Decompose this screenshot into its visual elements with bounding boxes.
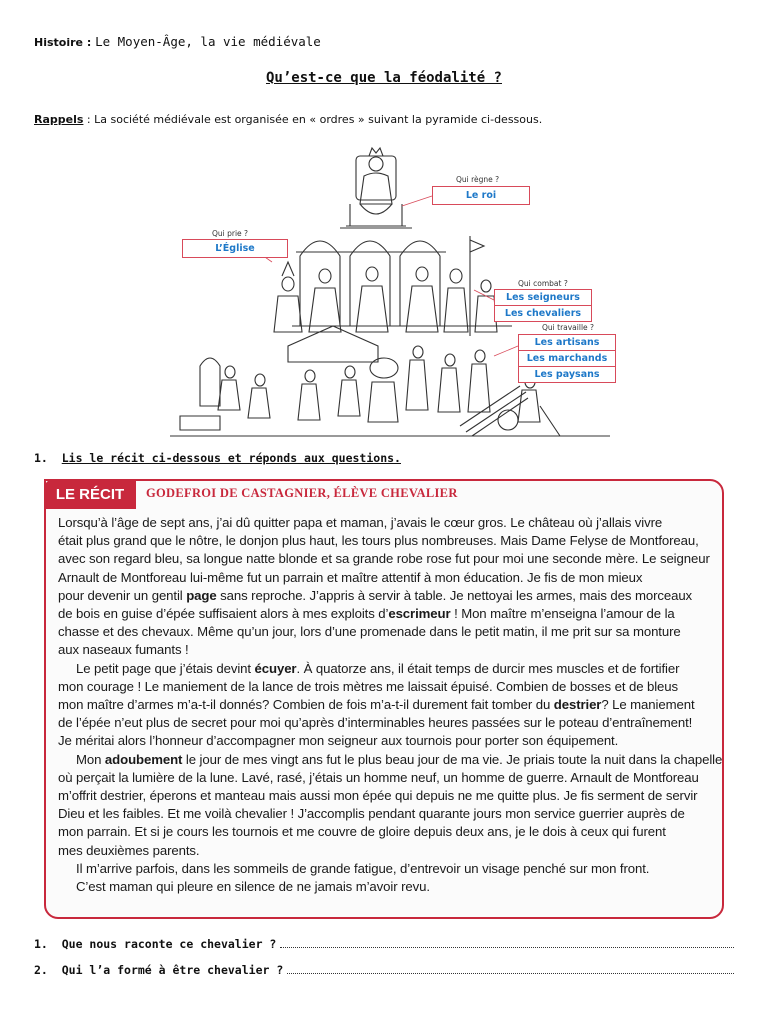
- recit-line-part: le jour de mes vingt ans fut le plus beau jour de ma vie. Je priais toute la nuit dans la chapelle: [182, 751, 723, 767]
- recit-line: m’offrit destrier, éperons et manteau mais aussi mon épée qui depuis ne me quitte plus. Je fis serment de servir: [58, 788, 698, 804]
- travaille-answer-box: [518, 334, 616, 383]
- travaille-question: Qui travaille ?: [542, 323, 595, 332]
- recit-line: [58, 605, 720, 623]
- question-text: Qui l’a formé à être chevalier ?: [61, 963, 284, 977]
- recit-line: de l’épée n’eut plus de secret pour moi qu’après d’interminables heures passées sur le poteau d’entraînement!: [58, 715, 693, 731]
- combat-answer-box: [494, 289, 592, 322]
- recit-line: [58, 587, 720, 605]
- topic-label: Le Moyen-Âge, la vie médiévale: [95, 34, 321, 49]
- recit-keyword: adoubement: [104, 751, 183, 767]
- recit-keyword: écuyer: [254, 660, 297, 676]
- recit-line-part: de bois en guise d’épée suffisaient alors à mes exploits d’: [58, 606, 389, 622]
- recit-line: Arnault de Montforeau lui-même fut un parrain et maître attentif à mon éducation. Je fis de mon mieux: [58, 569, 643, 585]
- recit-line: aux naseaux fumants !: [58, 642, 189, 658]
- recit-line-part: Mon: [76, 751, 105, 767]
- recit-line: mon courage ! Le maniement de la lance de trois mètres me laissait épuisé. Combien de bosses et de bleus: [58, 678, 679, 694]
- rappels: [34, 113, 542, 126]
- recit-line: Lorsqu’à l’âge de sept ans, j’ai dû quitter papa et maman, j’avais le cœur gros. Le château où j’allais vivre: [58, 515, 663, 530]
- question-1: [34, 937, 734, 951]
- recit-line: C’est maman qui pleure en silence de ne jamais m’avoir revu.: [76, 879, 430, 895]
- recit-keyword: escrimeur: [388, 606, 451, 622]
- instruction-number: 1.: [34, 451, 48, 465]
- recit-keyword: page: [186, 587, 217, 603]
- paysans-answer: Les paysans: [534, 369, 600, 380]
- header: [34, 34, 321, 49]
- recit-keyword: destrier: [553, 697, 602, 713]
- roi-answer-box: Le roi: [432, 186, 530, 205]
- recit-line-part: . À quatorze ans, il était temps de durcir mes muscles et de fortifier: [296, 660, 680, 676]
- subject-label: Histoire: [34, 36, 83, 49]
- instruction-1: [34, 451, 401, 465]
- recit-line: mon parrain. Et si je cours les tournois et me couvre de gloire depuis deux ans, je le dois à ceux qui furent: [58, 824, 666, 840]
- recit-line: était plus grand que le nôtre, le donjon plus haut, les tours plus nombreuses. Mais Dame Felyse de Montforeau,: [58, 533, 699, 549]
- recit-line-part: mon maître d’armes m’a-t-il donnés? Combien de fois m’a-t-il durement fait tomber du: [58, 697, 554, 713]
- page-title: Qu’est-ce que la féodalité ?: [265, 70, 502, 86]
- recit-line: mes deuxièmes parents.: [58, 842, 200, 858]
- recit-line: [58, 696, 720, 714]
- eglise-answer-box: L’Église: [182, 239, 288, 258]
- recit-line-part: ? Le maniement: [601, 697, 695, 713]
- king-figure: [340, 148, 412, 228]
- recit-line: Il m’arrive parfois, dans les sommeils de grande fatigue, d’entrevoir un visage penché sur mon front.: [76, 860, 650, 876]
- roi-question: Qui règne ?: [456, 175, 500, 184]
- question-text: Que nous raconte ce chevalier ?: [61, 937, 277, 951]
- seigneurs-answer: Les seigneurs: [495, 290, 591, 306]
- recit-line: Dieu et les faibles. Et me voilà chevalier ! J’accomplis pendant quarante jours mon service guerrier auprès de: [58, 806, 685, 822]
- recit-tab: LE RÉCIT: [44, 479, 136, 509]
- recit-line-part: sans reproche. J’appris à servir à table. Je nettoyai les armes, mais des morceaux: [216, 587, 693, 603]
- recit-line-part: Le petit page que j’étais devint: [76, 660, 255, 676]
- answer-line[interactable]: [280, 937, 734, 948]
- recit-line-part: pour devenir un gentil: [58, 587, 187, 603]
- feudal-pyramid-illustration: [160, 136, 630, 438]
- chevaliers-answer: Les chevaliers: [504, 308, 582, 319]
- question-2: [34, 963, 734, 977]
- question-number: 2.: [34, 963, 48, 977]
- rappels-label: Rappels: [34, 113, 84, 126]
- marchands-answer: Les marchands: [519, 351, 615, 367]
- header-separator: :: [83, 36, 96, 49]
- question-number: 1.: [34, 937, 48, 951]
- rappels-text: : La société médiévale est organisée en « ordres » suivant la pyramide ci-dessous.: [83, 113, 543, 126]
- recit-line: Je méritai alors l’honneur d’accompagner mon seigneur aux tournois pour porter son équipement.: [58, 733, 619, 749]
- instruction-text: Lis le récit ci-dessous et réponds aux questions.: [61, 451, 401, 465]
- combat-question: Qui combat ?: [518, 279, 568, 288]
- eglise-question: Qui prie ?: [212, 229, 249, 238]
- recit-line: chasse et des chevaux. Même qu’un jour, lors d’une promenade dans le petit matin, il me prit sur sa monture: [58, 624, 681, 640]
- recit-text: [58, 514, 723, 896]
- answer-line[interactable]: [287, 963, 734, 974]
- recit-line: avec son regard bleu, sa longue natte blonde et sa grande robe rose fut pour moi une seconde mère. Le seigneur: [58, 551, 710, 567]
- recit-line: [58, 660, 720, 678]
- recit-heading: GODEFROI DE CASTAGNIER, ÉLÈVE CHEVALIER: [146, 486, 458, 500]
- artisans-answer: Les artisans: [519, 335, 615, 351]
- recit-line: [58, 751, 723, 769]
- recit-line-part: ! Mon maître m’enseigna l’amour de la: [450, 606, 675, 622]
- recit-line: où perçait la lumière de la lune. Lavé, rasé, j’étais un homme neuf, un homme de guerre. Arnault de Montforeau: [58, 769, 699, 785]
